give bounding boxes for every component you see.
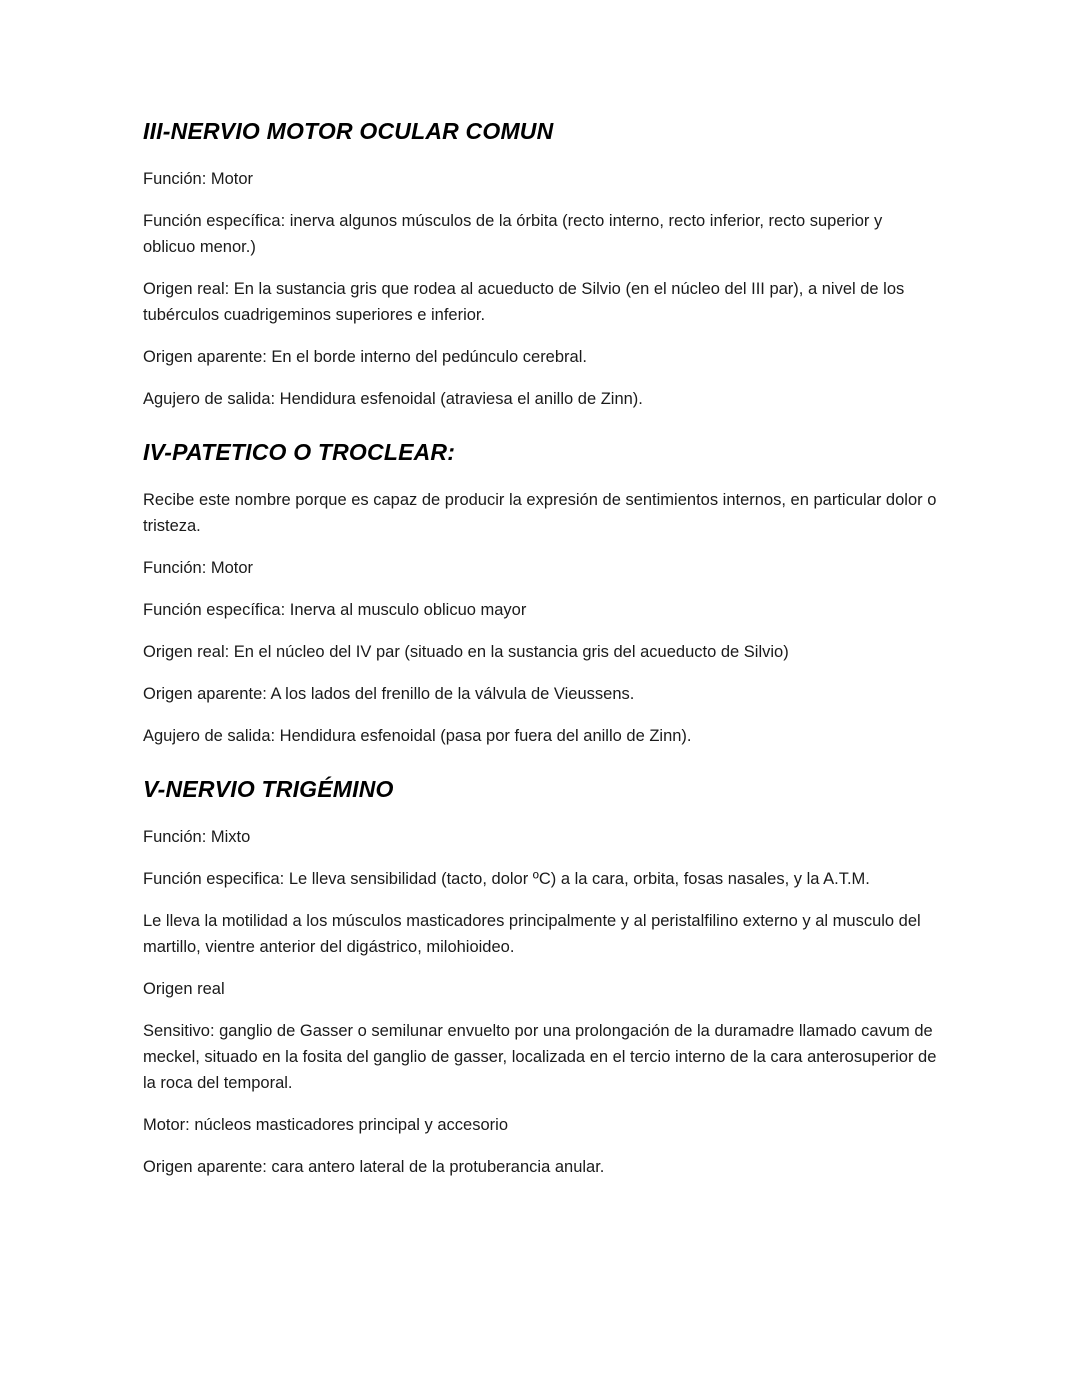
paragraph-funcion: Función: Mixto — [143, 828, 251, 846]
paragraph-motilidad: Le lleva la motilidad a los músculos masticadores principalmente y al peristalfilino externo y al musculo del martillo, vientre anterior del digástrico, milohioideo. — [143, 912, 921, 956]
section-heading: V-NERVIO TRIGÉMINO — [143, 776, 394, 802]
paragraph-funcion-especifica: Función específica: Inerva al musculo oblicuo mayor — [143, 601, 527, 619]
section-heading: IV-PATETICO O TROCLEAR: — [143, 439, 456, 465]
paragraph-motor: Motor: núcleos masticadores principal y accesorio — [143, 1116, 508, 1134]
section-nervio-motor-ocular-comun — [143, 118, 938, 412]
paragraph-origen-real: Origen real: En el núcleo del IV par (situado en la sustancia gris del acueducto de Silvio) — [143, 643, 789, 661]
paragraph-sensitivo: Sensitivo: ganglio de Gasser o semilunar envuelto por una prolongación de la duramadre llamado cavum de meckel, situado en la fosita del ganglio de gasser, localizada en el tercio interno de la cara anterosuperior de la roca del temporal. — [143, 1022, 937, 1092]
section-heading: III-NERVIO MOTOR OCULAR COMUN — [143, 118, 554, 144]
paragraph-funcion-especifica: Función específica: inerva algunos músculos de la órbita (recto interno, recto inferior, recto superior y oblicuo menor.) — [143, 212, 883, 256]
paragraph-origen-aparente: Origen aparente: En el borde interno del pedúnculo cerebral. — [143, 348, 587, 366]
paragraph-funcion: Función: Motor — [143, 170, 254, 188]
paragraph-origen-aparente: Origen aparente: A los lados del frenillo de la válvula de Vieussens. — [143, 685, 635, 703]
paragraph-intro: Recibe este nombre porque es capaz de producir la expresión de sentimientos internos, en particular dolor o tristeza. — [143, 491, 937, 535]
section-patetico-o-troclear — [143, 439, 938, 749]
paragraph-origen-real: Origen real — [143, 980, 225, 998]
paragraph-funcion-especifica: Función especifica: Le lleva sensibilidad (tacto, dolor ºC) a la cara, orbita, fosas nasales, y la A.T.M. — [143, 870, 870, 888]
section-nervio-trigemino — [143, 776, 938, 1180]
paragraph-origen-aparente: Origen aparente: cara antero lateral de la protuberancia anular. — [143, 1158, 605, 1176]
paragraph-agujero-de-salida: Agujero de salida: Hendidura esfenoidal (pasa por fuera del anillo de Zinn). — [143, 727, 692, 745]
paragraph-origen-real: Origen real: En la sustancia gris que rodea al acueducto de Silvio (en el núcleo del III par), a nivel de los tubérculos cuadrigeminos superiores e inferior. — [143, 280, 905, 324]
paragraph-funcion: Función: Motor — [143, 559, 254, 577]
paragraph-agujero-de-salida: Agujero de salida: Hendidura esfenoidal (atraviesa el anillo de Zinn). — [143, 390, 643, 408]
